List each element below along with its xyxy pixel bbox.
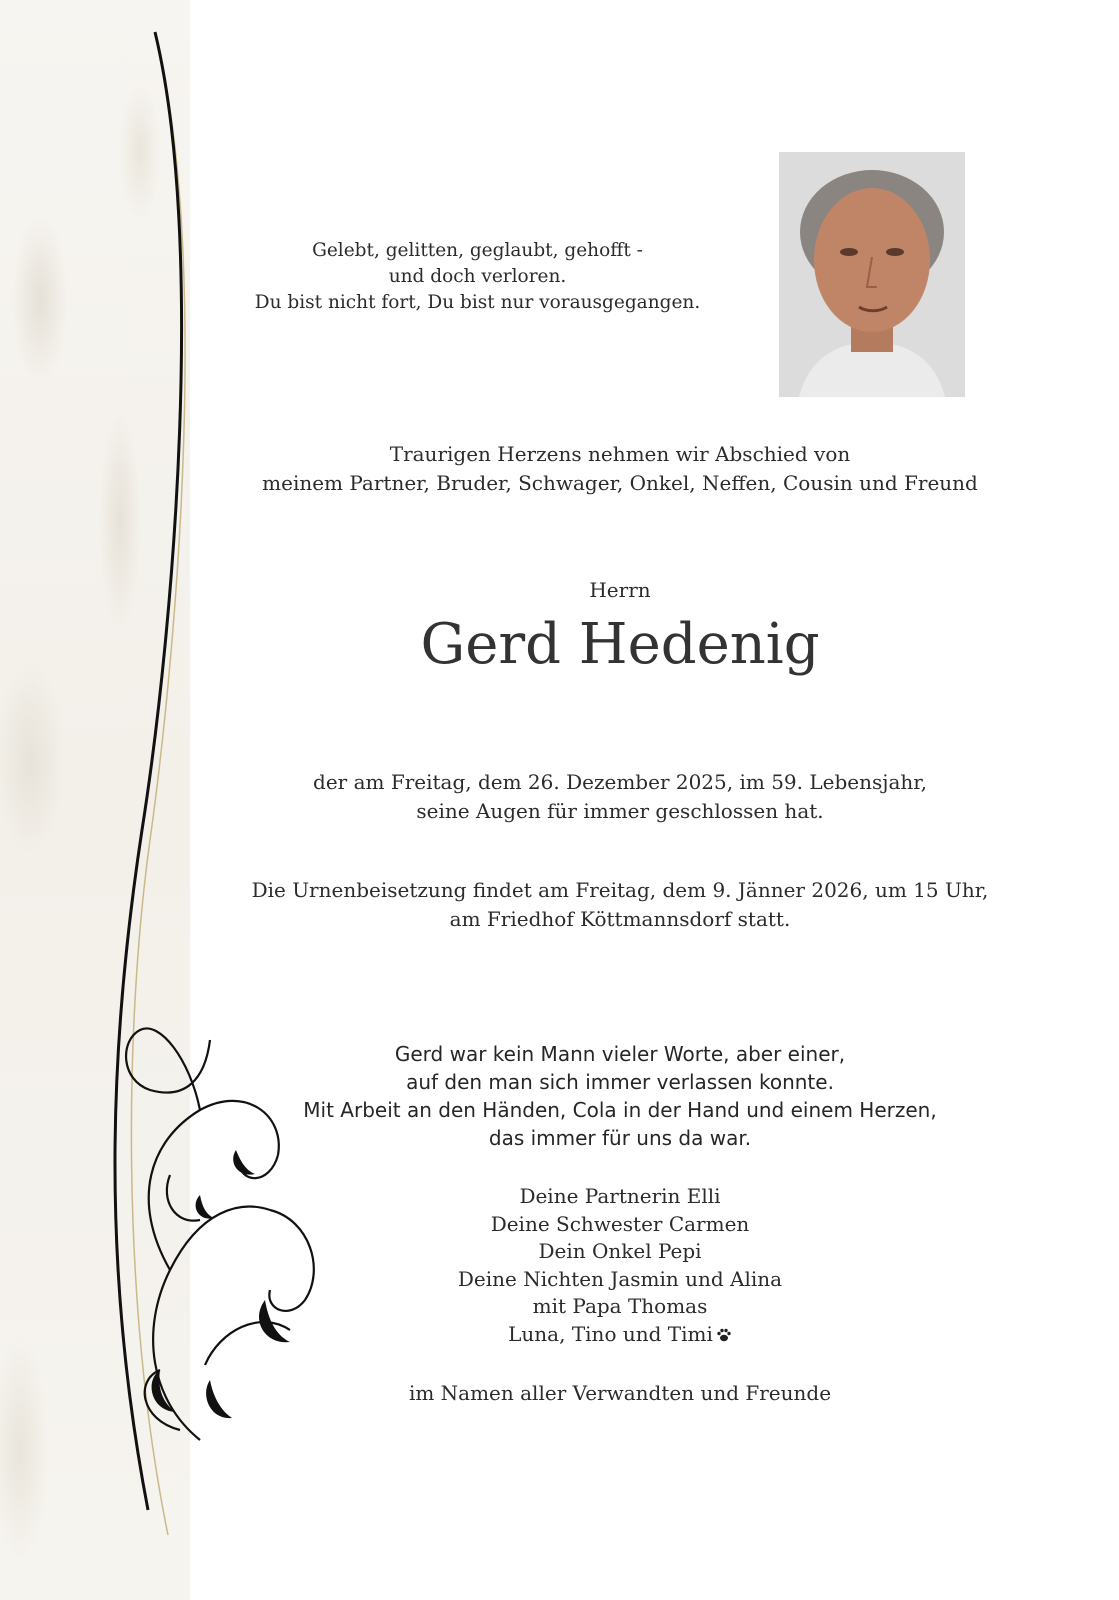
intro-line: Traurigen Herzens nehmen wir Abschied von: [389, 442, 851, 466]
mourner-pets: [400, 1321, 840, 1349]
closing-line: im Namen aller Verwandten und Freunde: [408, 1381, 832, 1405]
paw-print-icon: [716, 1328, 732, 1342]
memorial-line: Gerd war kein Mann vieler Worte, aber einer,: [394, 1042, 846, 1066]
verse-line: und doch verloren.: [388, 266, 567, 287]
verse-line: Du bist nicht fort, Du bist nur vorausgegangen.: [254, 292, 701, 313]
mourner: Deine Partnerin Elli: [519, 1184, 721, 1208]
memorial-line: Mit Arbeit an den Händen, Cola in der Hand und einem Herzen,: [303, 1098, 937, 1122]
burial-line: Die Urnenbeisetzung findet am Freitag, dem 9. Jänner 2026, um 15 Uhr,: [251, 878, 989, 902]
opening-verse: [200, 238, 755, 316]
mourners-list: [400, 1183, 840, 1348]
mourner: mit Papa Thomas: [532, 1294, 708, 1318]
mourner: Dein Onkel Pepi: [538, 1239, 702, 1263]
death-notice: [240, 768, 1000, 826]
mourner: Deine Schwester Carmen: [490, 1211, 750, 1236]
mourner: Luna, Tino und Timi: [508, 1321, 713, 1346]
intro-line: meinem Partner, Bruder, Schwager, Onkel, Neffen, Cousin und Freund: [262, 471, 978, 495]
memorial-line: das immer für uns da war.: [488, 1126, 752, 1150]
death-line: seine Augen für immer geschlossen hat.: [416, 799, 824, 823]
deceased-name: Gerd Hedenig: [420, 612, 820, 677]
death-line: der am Freitag, dem 26. Dezember 2025, im 59. Lebensjahr,: [313, 770, 927, 794]
honorific: Herrn: [589, 578, 651, 602]
memorial-text: [280, 1040, 960, 1152]
farewell-intro: [240, 440, 1000, 498]
portrait-photo: [779, 152, 965, 397]
mourner: Deine Nichten Jasmin und Alina: [457, 1266, 783, 1291]
burial-notice: [240, 876, 1000, 934]
memorial-line: auf den man sich immer verlassen konnte.: [406, 1070, 834, 1094]
burial-line: am Friedhof Köttmannsdorf statt.: [449, 907, 791, 931]
verse-line: Gelebt, gelitten, geglaubt, gehofft -: [312, 240, 643, 261]
